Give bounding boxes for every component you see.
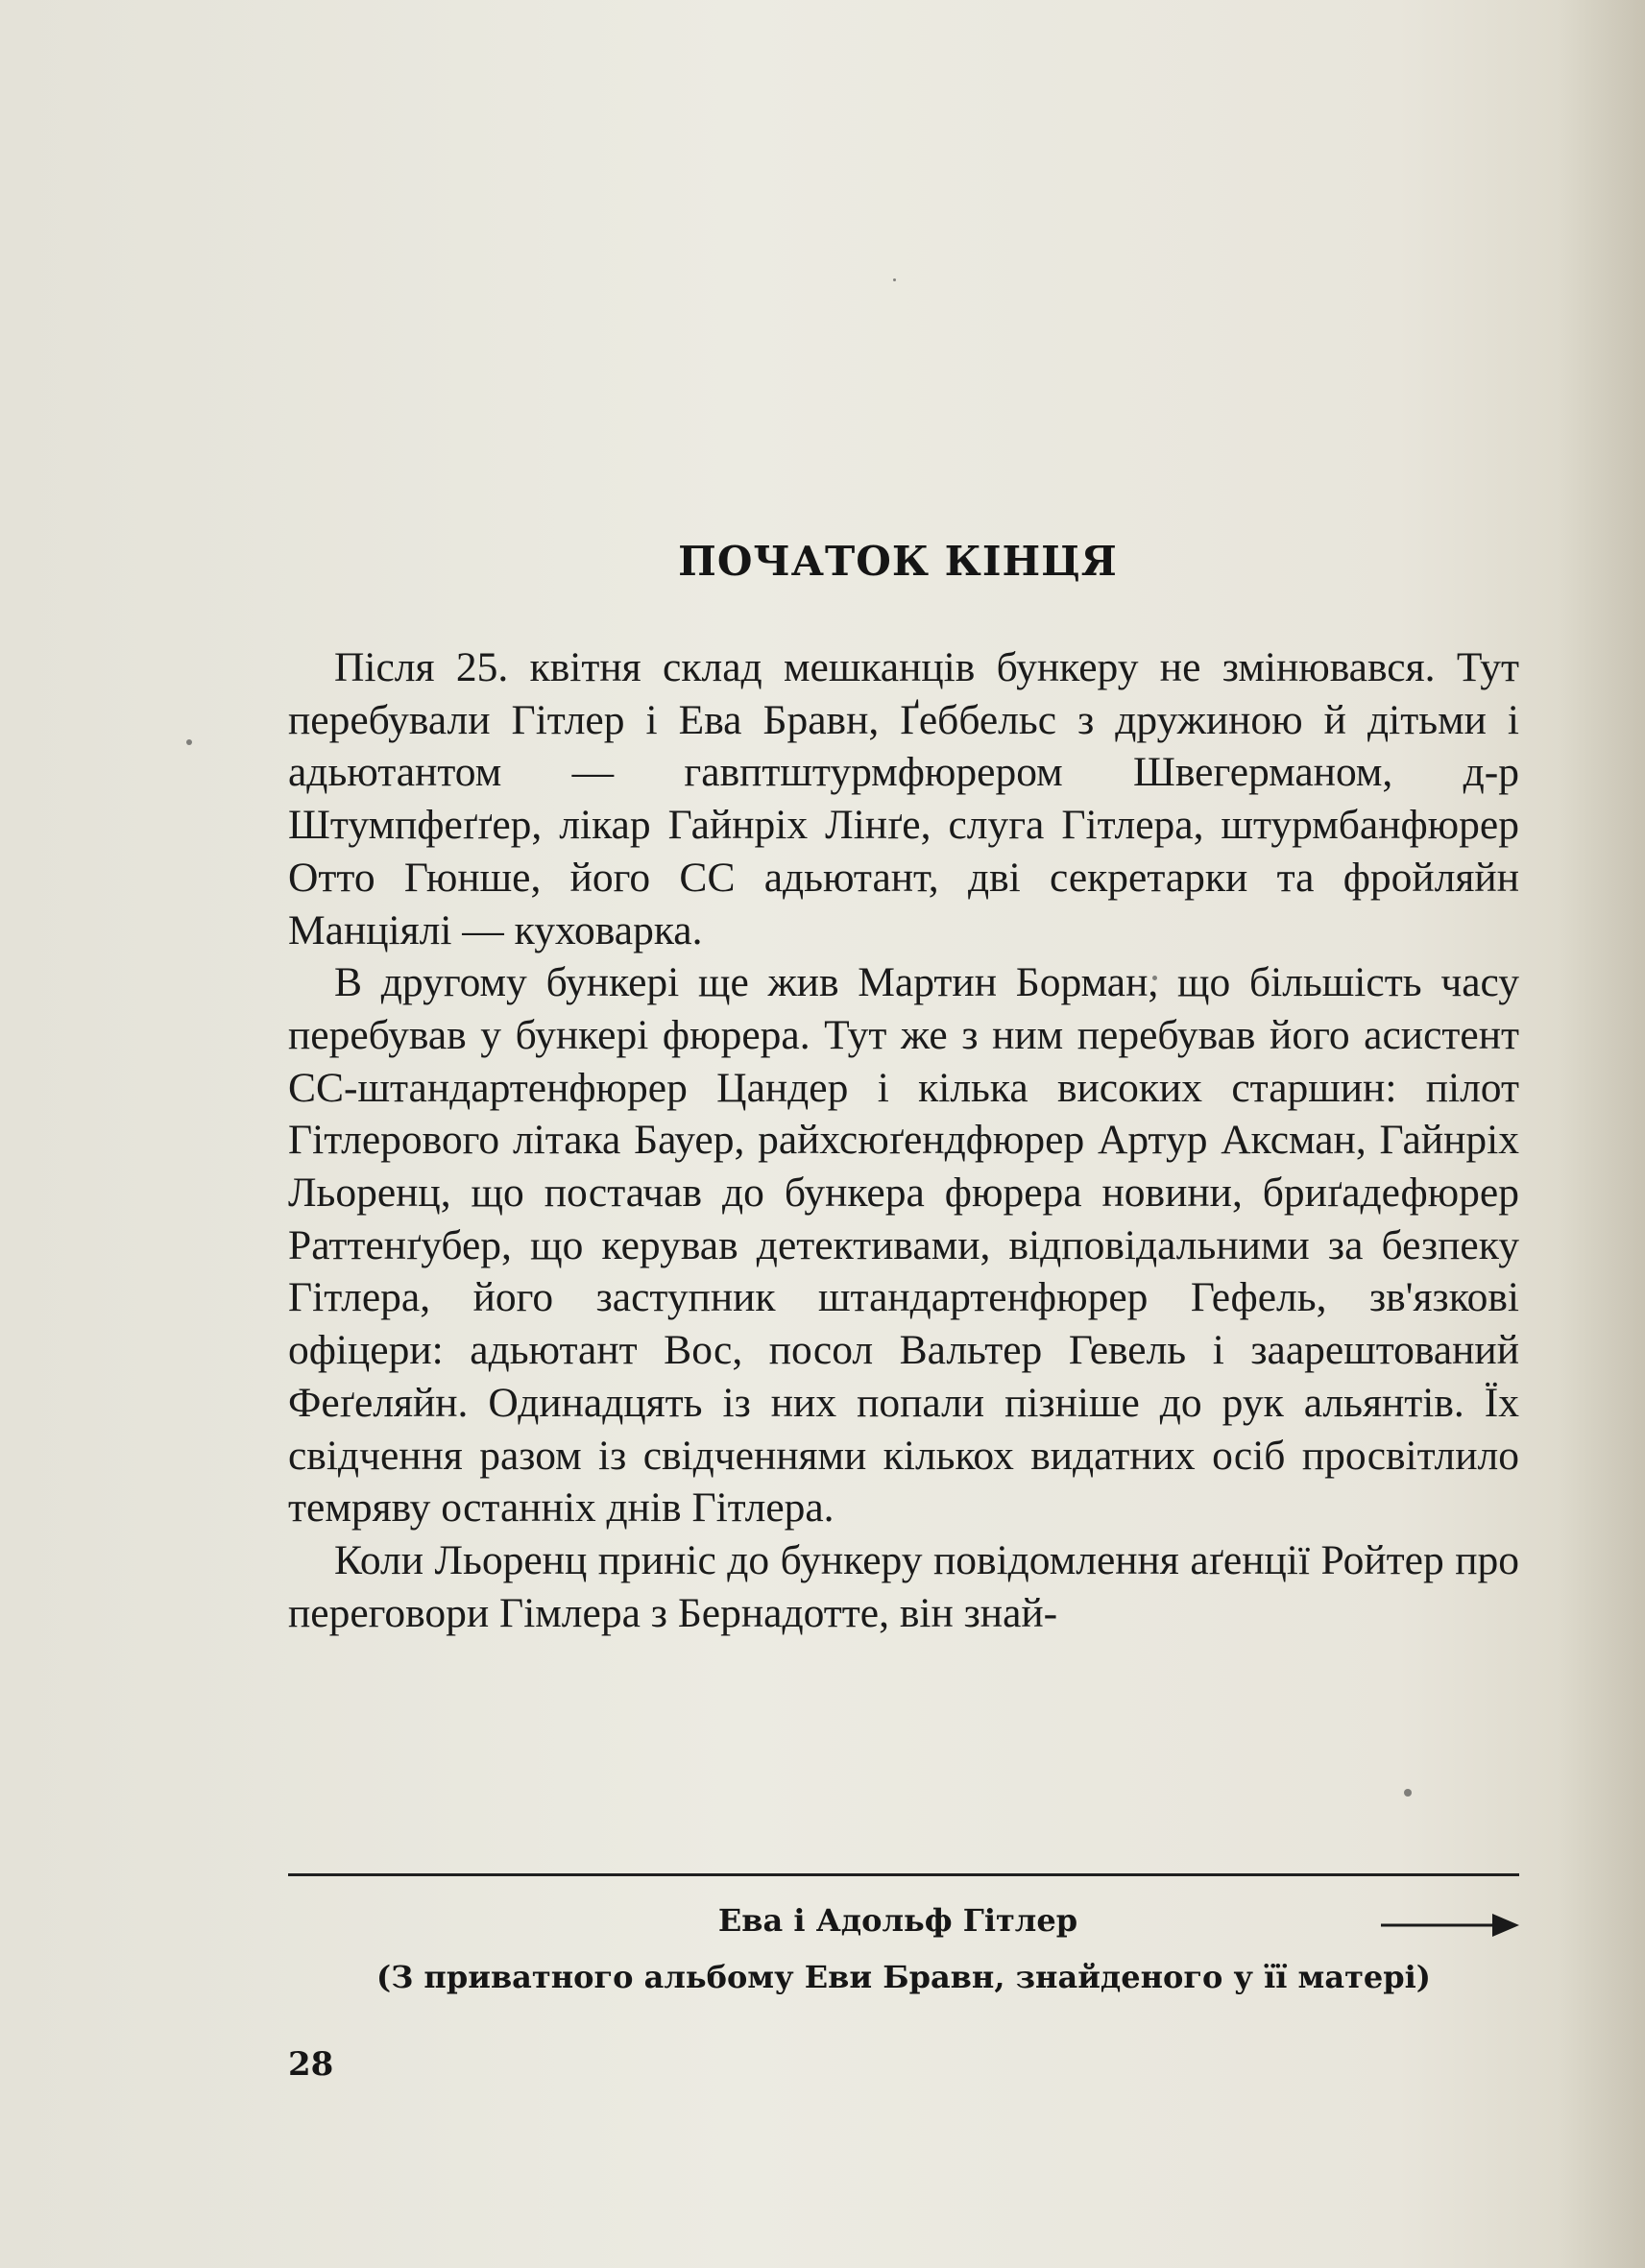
paragraph: Коли Льоренц приніс до бункеру повідомлення аґенції Ройтер про переговори Гімлера з Бернадотте, він знай- — [288, 1536, 1519, 1636]
dust-speck — [186, 739, 192, 745]
paragraph: Після 25. квітня склад мешканців бункеру не змінювався. Тут перебували Гітлер і Ева Бравн, Ґеббельс з дружиною й дітьми і адьютантом — гавптштурмфюрером Швегерманом, д-р Штумпфеґґер, лікар Гайнріх Лінґе, слуга Гітлера, штурмбанфюрер Отто Гюнше, його СС адьютант, дві секретарки та фройляйн Манціялі — куховарка. — [288, 644, 1519, 953]
caption-divider — [288, 1873, 1519, 1876]
body-text — [288, 641, 1519, 1639]
page-number: 28 — [288, 2045, 334, 2084]
dust-speck — [893, 278, 896, 281]
caption-title: Ева і Адольф Гітлер — [717, 1902, 1078, 1939]
caption-subtitle: (З приватного альбому Еви Бравн, знайденого у її матері) — [376, 1959, 1431, 1995]
arrow-right-icon — [1379, 1906, 1523, 1944]
page-edge-shadow — [1559, 0, 1645, 2268]
chapter-title: ПОЧАТОК КІНЦЯ — [678, 538, 1118, 585]
dust-speck — [1404, 1789, 1412, 1797]
paragraph: В другому бункері ще жив Мартин Борман, що більшість часу перебував у бункері фюрера. Тут же з ним перебував його асистент СС-штандартенфюрер Цандер і кілька високих старшин: пілот Гітлерового літака Бауер, райхсюґендфюрер Артур Аксман, Гайнріх Льоренц, що постачав до бункера фюрера новини, бриґадефюрер Раттенґубер, що керував детективами, відповідальними за безпеку Гітлера, його заступник штандартенфюрер Гефель, зв'язкові офіцери: адьютант Вос, посол Вальтер Гевель і заарештований Феґеляйн. Одинадцять із них попали пізніше до рук альянтів. Їх свідчення разом із свідченнями кількох видатних осіб просвітлило темряву останніх днів Гітлера. — [288, 959, 1519, 1532]
